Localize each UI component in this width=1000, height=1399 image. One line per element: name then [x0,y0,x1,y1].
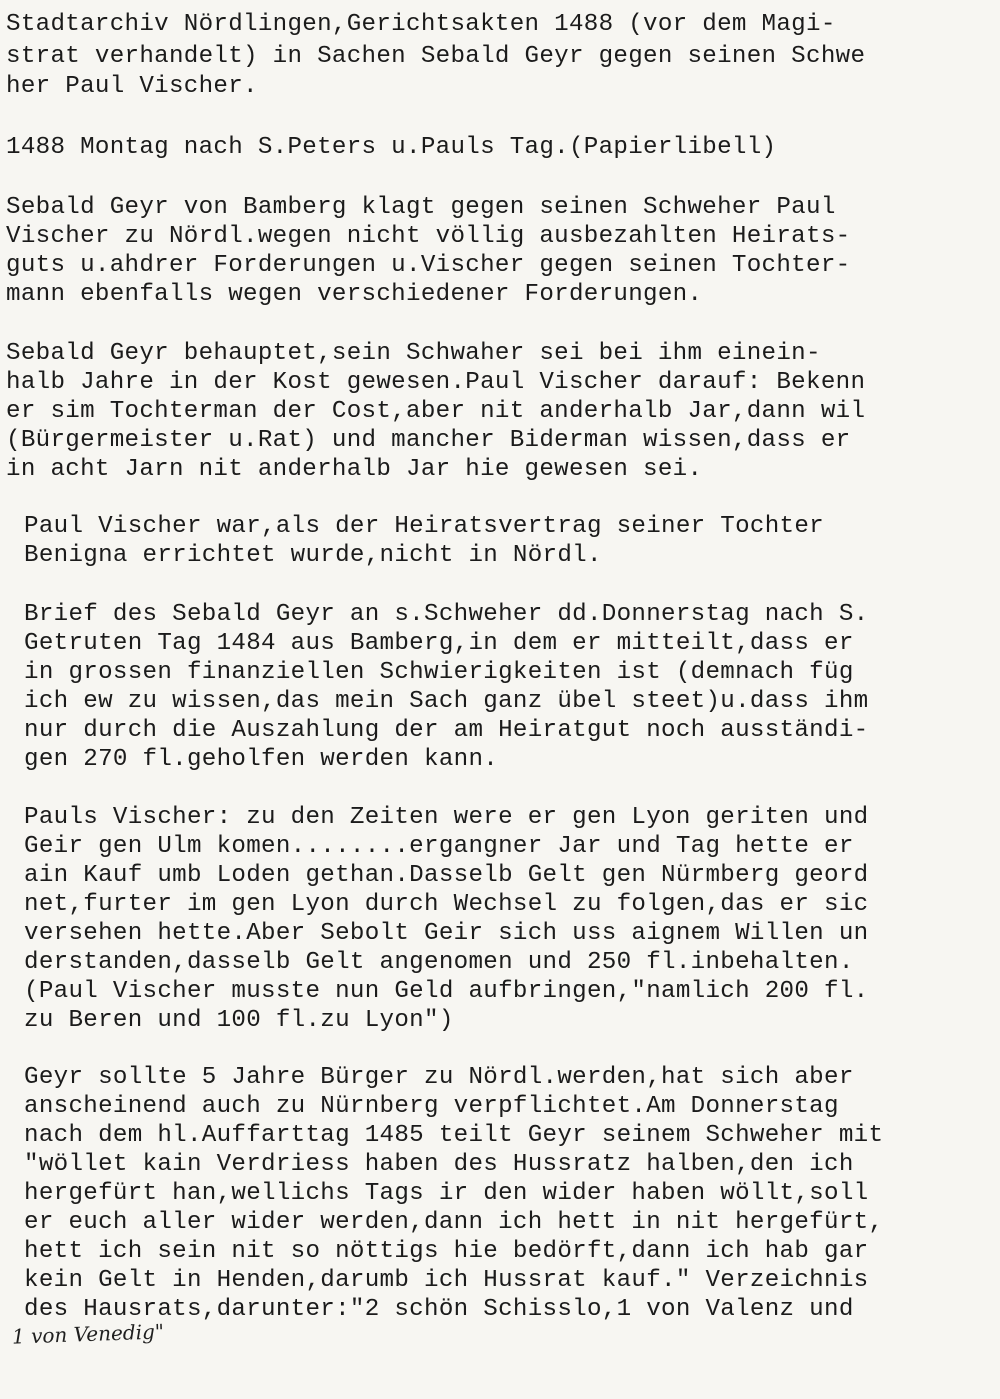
paragraph-6-line: anscheinend auch zu Nürnberg verpflichtet.Am Donnerstag [24,1093,839,1120]
paragraph-4-line: Getruten Tag 1484 aus Bamberg,in dem er mitteilt,dass er [24,630,854,657]
paragraph-6-line: kein Gelt in Henden,darumb ich Hussrat kauf." Verzeichnis [24,1267,869,1294]
paragraph-2-line: er sim Tochterman der Cost,aber nit anderhalb Jar,dann wil [6,398,866,425]
paragraph-2-line: (Bürgermeister u.Rat) und mancher Biderman wissen,dass er [6,427,851,454]
header-line: Stadtarchiv Nördlingen,Gerichtsakten 1488 (vor dem Magi- [6,11,836,38]
paragraph-6-line: Geyr sollte 5 Jahre Bürger zu Nördl.werden,hat sich aber [24,1064,854,1091]
handwritten-note: 1 von Venedig" [11,1319,165,1349]
paragraph-1-line: mann ebenfalls wegen verschiedener Forderungen. [6,281,703,308]
paragraph-5-line: Pauls Vischer: zu den Zeiten were er gen Lyon geriten und [24,804,869,831]
paragraph-2-line: halb Jahre in der Kost gewesen.Paul Vischer darauf: Bekenn [6,369,866,396]
paragraph-4-line: nur durch die Auszahlung der am Heiratgut noch ausständi- [24,717,869,744]
paragraph-4-line: in grossen finanziellen Schwierigkeiten ist (demnach füg [24,659,854,686]
paragraph-3-line: Benigna errichtet wurde,nicht in Nördl. [24,542,602,569]
paragraph-5-line: versehen hette.Aber Sebolt Geir sich uss aignem Willen un [24,920,869,947]
header-line: her Paul Vischer. [6,73,258,100]
paragraph-5-line: ain Kauf umb Loden gethan.Dasselb Gelt gen Nürmberg geord [24,862,869,889]
paragraph-4-line: gen 270 fl.geholfen werden kann. [24,746,499,773]
paragraph-3-line: Paul Vischer war,als der Heiratsvertrag seiner Tochter [24,513,825,540]
date-line: 1488 Montag nach S.Peters u.Pauls Tag.(Papierlibell) [6,134,777,161]
paragraph-2-line: Sebald Geyr behauptet,sein Schwaher sei bei ihm einein- [6,340,821,367]
header-line: strat verhandelt) in Sachen Sebald Geyr gegen seinen Schwe [6,43,866,70]
paragraph-6-line: "wöllet kain Verdriess haben des Hussratz halben,den ich [24,1151,854,1178]
paragraph-5-line: derstanden,dasselb Gelt angenomen und 250 fl.inbehalten. [24,949,854,976]
paragraph-6-line: hergefürt han,wellichs Tags ir den wider haben wöllt,soll [24,1180,869,1207]
paragraph-6-line: nach dem hl.Auffarttag 1485 teilt Geyr seinem Schweher mit [24,1122,884,1149]
paragraph-2-line: in acht Jarn nit anderhalb Jar hie gewesen sei. [6,456,703,483]
paragraph-6-line: er euch aller wider werden,dann ich hett in nit hergefürt, [24,1209,884,1236]
paragraph-1-line: guts u.ahdrer Forderungen u.Vischer gegen seinen Tochter- [6,252,851,279]
paragraph-6-line: des Hausrats,darunter:"2 schön Schisslo,1 von Valenz und [24,1296,854,1323]
paragraph-6-line: hett ich sein nit so nöttigs hie bedörft,dann ich hab gar [24,1238,869,1265]
paragraph-5-line: zu Beren und 100 fl.zu Lyon") [24,1007,454,1034]
paragraph-4-line: Brief des Sebald Geyr an s.Schweher dd.Donnerstag nach S. [24,601,869,628]
paragraph-4-line: ich ew zu wissen,das mein Sach ganz übel steet)u.dass ihm [24,688,869,715]
paragraph-1-line: Sebald Geyr von Bamberg klagt gegen seinen Schweher Paul [6,194,836,221]
paragraph-5-line: net,furter im gen Lyon durch Wechsel zu folgen,das er sic [24,891,869,918]
paragraph-5-line: Geir gen Ulm komen........ergangner Jar und Tag hette er [24,833,854,860]
paragraph-5-line: (Paul Vischer musste nun Geld aufbringen,"namlich 200 fl. [24,978,869,1005]
paragraph-1-line: Vischer zu Nördl.wegen nicht völlig ausbezahlten Heirats- [6,223,851,250]
